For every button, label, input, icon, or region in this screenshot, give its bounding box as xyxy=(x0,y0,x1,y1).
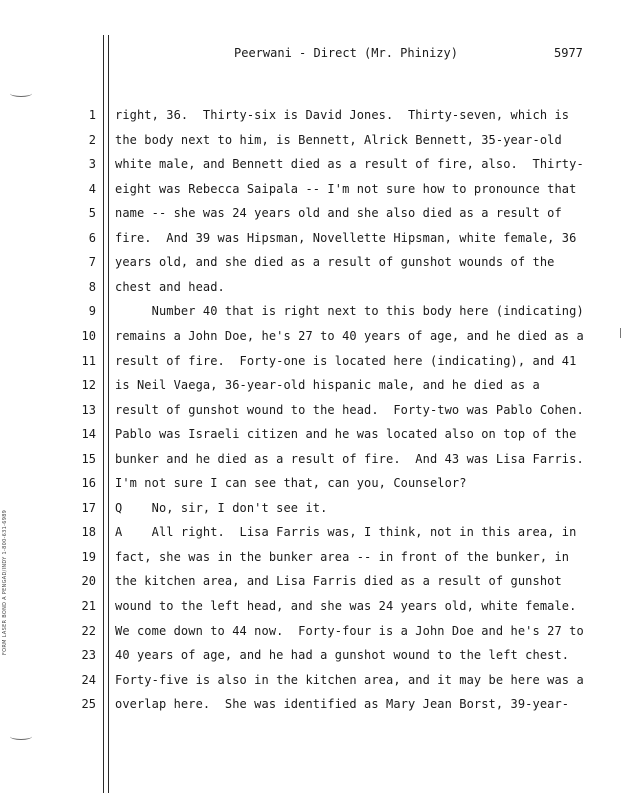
right-edge-mark xyxy=(620,328,621,338)
line-number: 3 xyxy=(88,157,96,172)
page-number: 5977 xyxy=(554,46,583,60)
line-number: 22 xyxy=(81,623,96,638)
line-number: 11 xyxy=(81,353,96,368)
line-number: 9 xyxy=(88,304,96,319)
line-number: 7 xyxy=(88,255,96,270)
line-number: 10 xyxy=(81,328,96,343)
line-text: remains a John Doe, he's 27 to 40 years of age, and he died as a xyxy=(115,328,584,343)
line-number: 23 xyxy=(81,648,96,663)
line-text: Forty-five is also in the kitchen area, and it may be here was a xyxy=(115,672,584,687)
line-text: chest and head. xyxy=(115,279,225,294)
line-text: We come down to 44 now. Forty-four is a John Doe and he's 27 to xyxy=(115,623,584,638)
form-margin-text: FORM LASER BOND A PENGAD/INDY 1-800-631-6989 xyxy=(2,509,8,655)
line-text: eight was Rebecca Saipala -- I'm not sure how to pronounce that xyxy=(115,181,577,196)
line-text: name -- she was 24 years old and she also died as a result of xyxy=(115,206,562,221)
line-text: fire. And 39 was Hipsman, Novellette Hipsman, white female, 36 xyxy=(115,230,577,245)
header-title: Peerwani - Direct (Mr. Phinizy) xyxy=(234,46,458,60)
punch-hole-mark-bottom xyxy=(10,733,32,740)
line-text: bunker and he died as a result of fire. And 43 was Lisa Farris. xyxy=(115,451,584,466)
line-number: 24 xyxy=(81,672,96,687)
line-number: 14 xyxy=(81,427,96,442)
line-text: is Neil Vaega, 36-year-old hispanic male, and he died as a xyxy=(115,378,540,393)
line-number: 13 xyxy=(81,402,96,417)
line-number: 18 xyxy=(81,525,96,540)
page-header xyxy=(0,46,638,64)
line-number: 20 xyxy=(81,574,96,589)
line-text: result of gunshot wound to the head. Forty-two was Pablo Cohen. xyxy=(115,402,584,417)
line-text: years old, and she died as a result of gunshot wounds of the xyxy=(115,255,555,270)
line-number: 2 xyxy=(88,132,96,147)
line-text: overlap here. She was identified as Mary Jean Borst, 39-year- xyxy=(115,697,570,712)
line-number: 5 xyxy=(88,206,96,221)
line-number: 16 xyxy=(81,476,96,491)
line-text: 40 years of age, and he had a gunshot wound to the left chest. xyxy=(115,648,570,663)
line-text: fact, she was in the bunker area -- in front of the bunker, in xyxy=(115,549,570,564)
line-number: 12 xyxy=(81,378,96,393)
line-text: Pablo was Israeli citizen and he was located also on top of the xyxy=(115,427,577,442)
line-text: the kitchen area, and Lisa Farris died as a result of gunshot xyxy=(115,574,562,589)
line-text: I'm not sure I can see that, can you, Counselor? xyxy=(115,476,467,491)
line-text: Q No, sir, I don't see it. xyxy=(115,500,328,515)
line-text: Number 40 that is right next to this body here (indicating) xyxy=(115,304,584,319)
margin-rule-inner xyxy=(108,35,109,793)
line-text: result of fire. Forty-one is located here (indicating), and 41 xyxy=(115,353,577,368)
line-number: 1 xyxy=(88,108,96,122)
line-number: 4 xyxy=(88,181,96,196)
margin-rule-outer xyxy=(103,35,104,793)
line-number: 6 xyxy=(88,230,96,245)
line-text: right, 36. Thirty-six is David Jones. Thirty-seven, which is xyxy=(115,108,570,122)
line-number: 25 xyxy=(81,697,96,712)
line-number: 17 xyxy=(81,500,96,515)
line-number: 15 xyxy=(81,451,96,466)
line-text: A All right. Lisa Farris was, I think, not in this area, in xyxy=(115,525,577,540)
punch-hole-mark-top xyxy=(10,90,32,97)
line-text: the body next to him, is Bennett, Alrick Bennett, 35-year-old xyxy=(115,132,562,147)
line-text: wound to the left head, and she was 24 years old, white female. xyxy=(115,599,577,613)
line-number: 8 xyxy=(88,279,96,294)
line-number: 21 xyxy=(81,599,96,613)
line-text: white male, and Bennett died as a result of fire, also. Thirty- xyxy=(115,157,584,172)
line-number: 19 xyxy=(81,549,96,564)
